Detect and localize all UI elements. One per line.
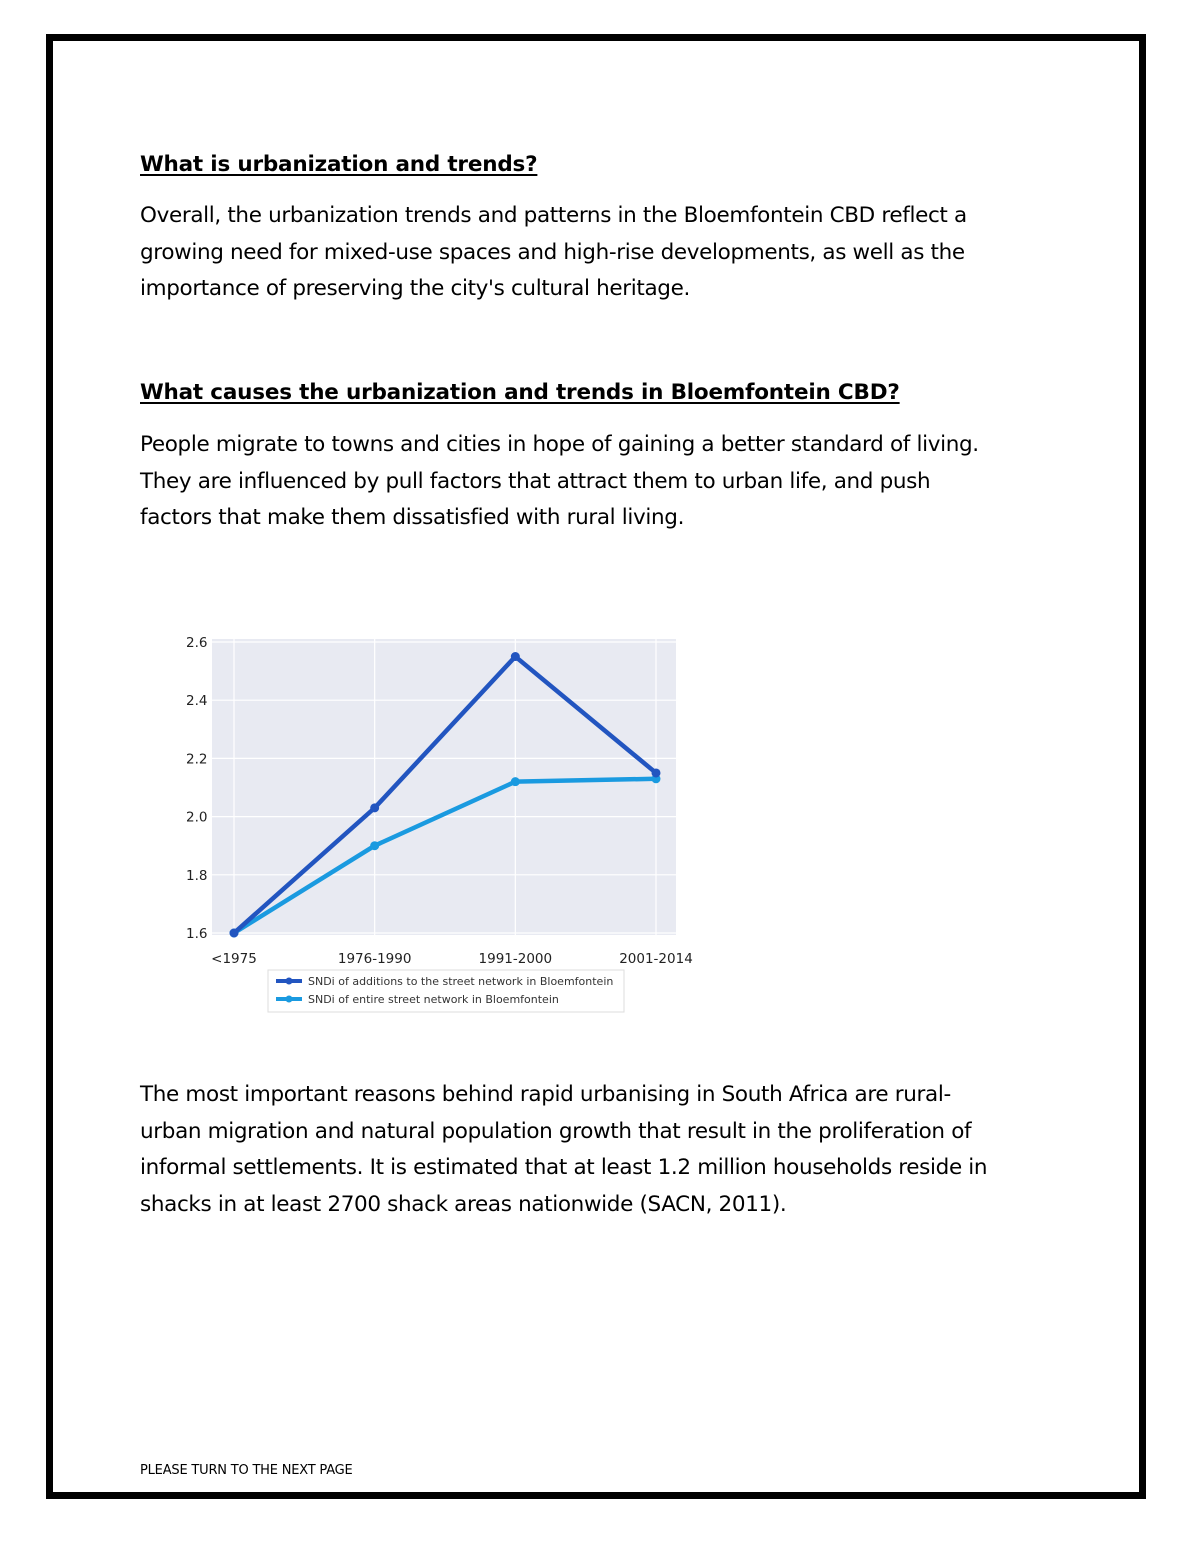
data-point <box>370 841 379 850</box>
y-axis-ticks <box>186 635 207 942</box>
paragraph-line: importance of preserving the city's cultural heritage. <box>140 276 690 301</box>
section-1-paragraph <box>140 198 1070 308</box>
legend-label-additions: SNDi of additions to the street network in Bloemfontein <box>308 975 614 988</box>
data-point <box>511 777 520 786</box>
x-tick-label: 1991-2000 <box>478 951 553 967</box>
data-point <box>511 652 520 661</box>
page-footer: PLEASE TURN TO THE NEXT PAGE <box>140 1463 353 1478</box>
paragraph-line: They are influenced by pull factors that attract them to urban life, and push <box>140 468 931 494</box>
legend-label-entire: SNDi of entire street network in Bloemfontein <box>308 993 559 1006</box>
y-tick-label: 1.8 <box>186 867 208 884</box>
paragraph-line: The most important reasons behind rapid urbanising in South Africa are rural- <box>140 1082 951 1107</box>
paragraph-line: shacks in at least 2700 shack areas nationwide (SACN, 2011). <box>140 1191 787 1217</box>
data-point <box>652 768 661 777</box>
paragraph-line: Overall, the urbanization trends and patterns in the Bloemfontein CBD reflect a <box>140 203 967 228</box>
data-point <box>370 803 379 812</box>
x-axis-ticks <box>211 951 693 967</box>
chart-legend <box>268 970 624 1012</box>
paragraph-line: People migrate to towns and cities in hope of gaining a better standard of living. <box>140 432 979 457</box>
y-tick-label: 2.4 <box>186 693 208 710</box>
paragraph-line: growing need for mixed-use spaces and high-rise developments, as well as the <box>140 239 965 265</box>
section-3-paragraph <box>140 1077 1070 1223</box>
legend-marker-entire <box>286 996 293 1003</box>
section-2-heading: What causes the urbanization and trends in Bloemfontein CBD? <box>140 380 900 405</box>
x-tick-label: 1976-1990 <box>337 951 412 967</box>
y-tick-label: 2.2 <box>186 751 208 768</box>
data-point <box>230 929 239 938</box>
paragraph-line: factors that make them dissatisfied with rural living. <box>140 505 685 530</box>
x-tick-label: 2001-2014 <box>619 951 693 967</box>
section-2-paragraph <box>140 427 1070 537</box>
x-tick-label: <1975 <box>211 951 257 967</box>
sndi-line-chart <box>150 625 710 1020</box>
y-tick-label: 2.0 <box>186 809 208 826</box>
section-1-heading: What is urbanization and trends? <box>140 152 538 177</box>
paragraph-line: urban migration and natural population growth that result in the proliferation of <box>140 1118 972 1144</box>
legend-marker-additions <box>286 978 293 985</box>
y-tick-label: 2.6 <box>186 635 208 651</box>
y-tick-label: 1.6 <box>186 926 208 942</box>
paragraph-line: informal settlements. It is estimated that at least 1.2 million households reside in <box>140 1155 988 1180</box>
